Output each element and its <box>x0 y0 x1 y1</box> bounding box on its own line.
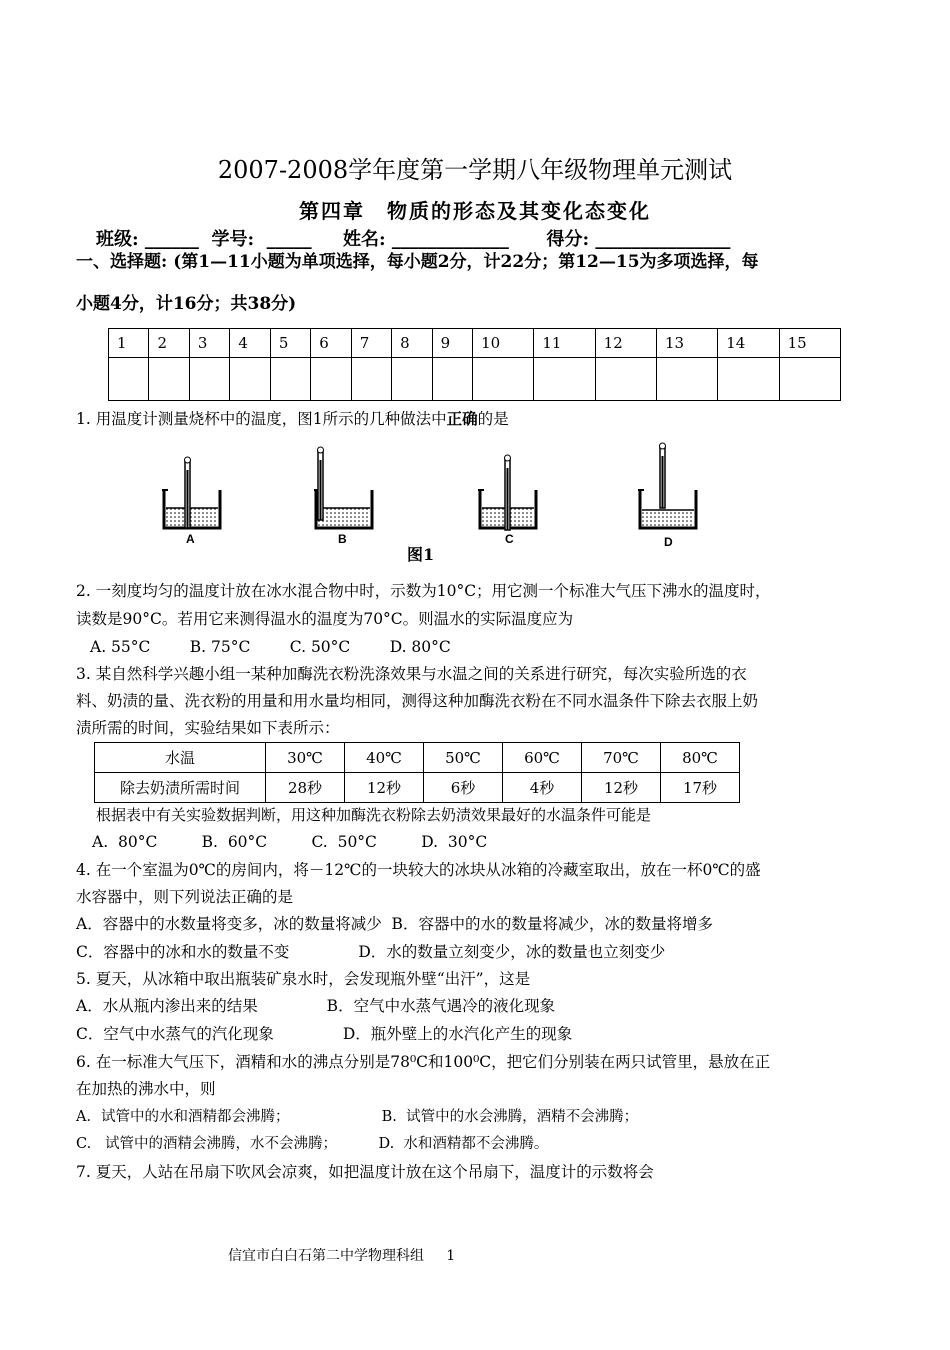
data-row-temperature <box>95 743 740 773</box>
data-cell: 水温 <box>95 743 266 773</box>
answer-blank-cell[interactable] <box>351 358 391 401</box>
answer-number-cell: 6 <box>311 329 351 358</box>
answer-table-blank-row <box>109 358 841 401</box>
answer-number-cell: 1 <box>109 329 149 358</box>
question-3-line1: 3. 某自然科学兴趣小组一某种加酶洗衣粉洗涤效果与水温之间的关系进行研究，每次实验所选的衣 <box>76 665 747 683</box>
answer-number-cell: 15 <box>779 329 840 358</box>
answer-number-cell: 4 <box>230 329 270 358</box>
label-a: A <box>186 532 195 546</box>
data-cell: 12秒 <box>345 773 424 803</box>
answer-blank-cell[interactable] <box>230 358 270 401</box>
question-7-line1: 7. 夏天，人站在吊扇下吹风会凉爽，如把温度计放在这个吊扇下，温度计的示数将会 <box>76 1163 654 1181</box>
question-1-text-end: 的是 <box>477 410 509 428</box>
answer-number-cell: 11 <box>534 329 595 358</box>
question-6-line1: 6. 在一标准大气压下，酒精和水的沸点分别是78⁰C和100⁰C，把它们分别装在两只试管里，悬放在正 <box>76 1053 771 1071</box>
question-2-line2: 读数是90°C。若用它来测得温水的温度为70°C。则温水的实际温度应为 <box>76 610 574 628</box>
data-cell: 70℃ <box>582 743 661 773</box>
question-1 <box>76 406 509 432</box>
label-b: B <box>338 532 347 546</box>
data-cell: 12秒 <box>582 773 661 803</box>
answer-number-cell: 9 <box>432 329 472 358</box>
student-info-line: 班级: ______ 学号: _____ 姓名: _____________ 得分: _______________ <box>96 229 731 250</box>
section1-heading-line1: 一、选择题: (第1—11小题为单项选择，每小题2分，计22分；第12—15为多项选择，每 <box>76 252 759 272</box>
question-5-options-ab: A．水从瓶内渗出来的结果 B．空气中水蒸气遇冷的液化现象 <box>76 997 556 1015</box>
answer-number-cell: 5 <box>270 329 310 358</box>
page-footer: 信宜市白白石第二中学物理科组 1 <box>228 1248 456 1264</box>
question-4-line2: 水容器中，则下列说法正确的是 <box>76 888 294 906</box>
beaker-d-diagram <box>638 443 696 528</box>
label-d: D <box>664 535 673 549</box>
question-6-line2: 在加热的沸水中，则 <box>76 1080 216 1098</box>
answer-blank-cell[interactable] <box>189 358 229 401</box>
label-c: C <box>505 532 514 546</box>
question-5-options-cd: C．空气中水蒸气的汽化现象 D．瓶外壁上的水汽化产生的现象 <box>76 1025 573 1043</box>
answer-number-cell: 3 <box>189 329 229 358</box>
question-6-options-cd: C. 试管中的酒精会沸腾，水不会沸腾； D. 水和酒精都不会沸腾。 <box>76 1136 549 1152</box>
answer-blank-cell[interactable] <box>109 358 149 401</box>
section1-heading-line2: 小题4分，计16分；共38分) <box>76 294 297 314</box>
answer-number-cell: 8 <box>392 329 432 358</box>
data-cell: 4秒 <box>503 773 582 803</box>
answer-number-cell: 14 <box>718 329 779 358</box>
data-row-time <box>95 773 740 803</box>
answer-blank-cell[interactable] <box>534 358 595 401</box>
answer-table <box>108 328 841 401</box>
data-cell: 17秒 <box>661 773 740 803</box>
answer-number-cell: 13 <box>656 329 717 358</box>
answer-number-cell: 10 <box>473 329 534 358</box>
beaker-b-diagram <box>314 447 372 528</box>
data-cell: 28秒 <box>266 773 345 803</box>
page-title: 2007-2008学年度第一学期八年级物理单元测试 <box>217 156 733 184</box>
question-2-options: A. 55°C B. 75°C C. 50°C D. 80°C <box>90 638 451 656</box>
question-4-options-cd: C．容器中的冰和水的数量不变 D．水的数量立刻变少，冰的数量也立刻变少 <box>76 943 666 961</box>
answer-blank-cell[interactable] <box>473 358 534 401</box>
answer-number-cell: 2 <box>149 329 189 358</box>
question-3-line2: 料、奶渍的量、洗衣粉的用量和用水量均相同，测得这种加酶洗衣粉在不同水温条件下除去衣服上奶 <box>76 692 759 710</box>
answer-blank-cell[interactable] <box>718 358 779 401</box>
question-4-line1: 4. 在一个室温为0℃的房间内，将－12℃的一块较大的冰块从冰箱的冷藏室取出，放在一杯0℃的盛 <box>76 861 761 879</box>
question-1-text: 1. 用温度计测量烧杯中的温度，图1所示的几种做法中 <box>76 410 447 428</box>
answer-blank-cell[interactable] <box>432 358 472 401</box>
question-3-options: A. 80°C B. 60°C C. 50°C D. 30°C <box>92 833 488 851</box>
answer-blank-cell[interactable] <box>311 358 351 401</box>
data-cell: 40℃ <box>345 743 424 773</box>
data-cell: 30℃ <box>266 743 345 773</box>
beaker-a-diagram <box>162 457 220 528</box>
answer-number-cell: 7 <box>351 329 391 358</box>
temperature-data-table <box>94 742 740 803</box>
thermometer-figure <box>150 440 710 555</box>
data-cell: 50℃ <box>424 743 503 773</box>
question-2-line1: 2. 一刻度均匀的温度计放在冰水混合物中时，示数为10°C；用它测一个标准大气压下沸水的温度时， <box>76 582 771 600</box>
answer-blank-cell[interactable] <box>779 358 840 401</box>
chapter-subtitle: 第四章 物质的形态及其变化态变化 <box>299 199 651 223</box>
answer-blank-cell[interactable] <box>656 358 717 401</box>
question-1-emphasis: 正确 <box>446 409 478 428</box>
question-3-line3: 渍所需的时间，实验结果如下表所示： <box>76 719 340 737</box>
answer-number-cell: 12 <box>595 329 656 358</box>
beaker-c-diagram <box>478 455 536 530</box>
question-5-line1: 5. 夏天，从冰箱中取出瓶装矿泉水时，会发现瓶外壁“出汗”，这是 <box>76 970 531 988</box>
answer-blank-cell[interactable] <box>392 358 432 401</box>
data-cell: 80℃ <box>661 743 740 773</box>
figure-1-caption: 图1 <box>407 545 435 564</box>
answer-blank-cell[interactable] <box>149 358 189 401</box>
answer-blank-cell[interactable] <box>595 358 656 401</box>
data-cell: 60℃ <box>503 743 582 773</box>
answer-blank-cell[interactable] <box>270 358 310 401</box>
data-cell: 除去奶渍所需时间 <box>95 773 266 803</box>
answer-table-header-row <box>109 329 841 358</box>
question-3-prompt: 根据表中有关实验数据判断，用这种加酶洗衣粉除去奶渍效果最好的水温条件可能是 <box>96 806 652 824</box>
data-cell: 6秒 <box>424 773 503 803</box>
question-6-options-ab: A．试管中的水和酒精都会沸腾； B. 试管中的水会沸腾，酒精不会沸腾； <box>76 1109 639 1125</box>
question-4-options-ab: A．容器中的水数量将变多，冰的数量将减少 B．容器中的水的数量将减少，冰的数量将增多 <box>76 915 713 933</box>
